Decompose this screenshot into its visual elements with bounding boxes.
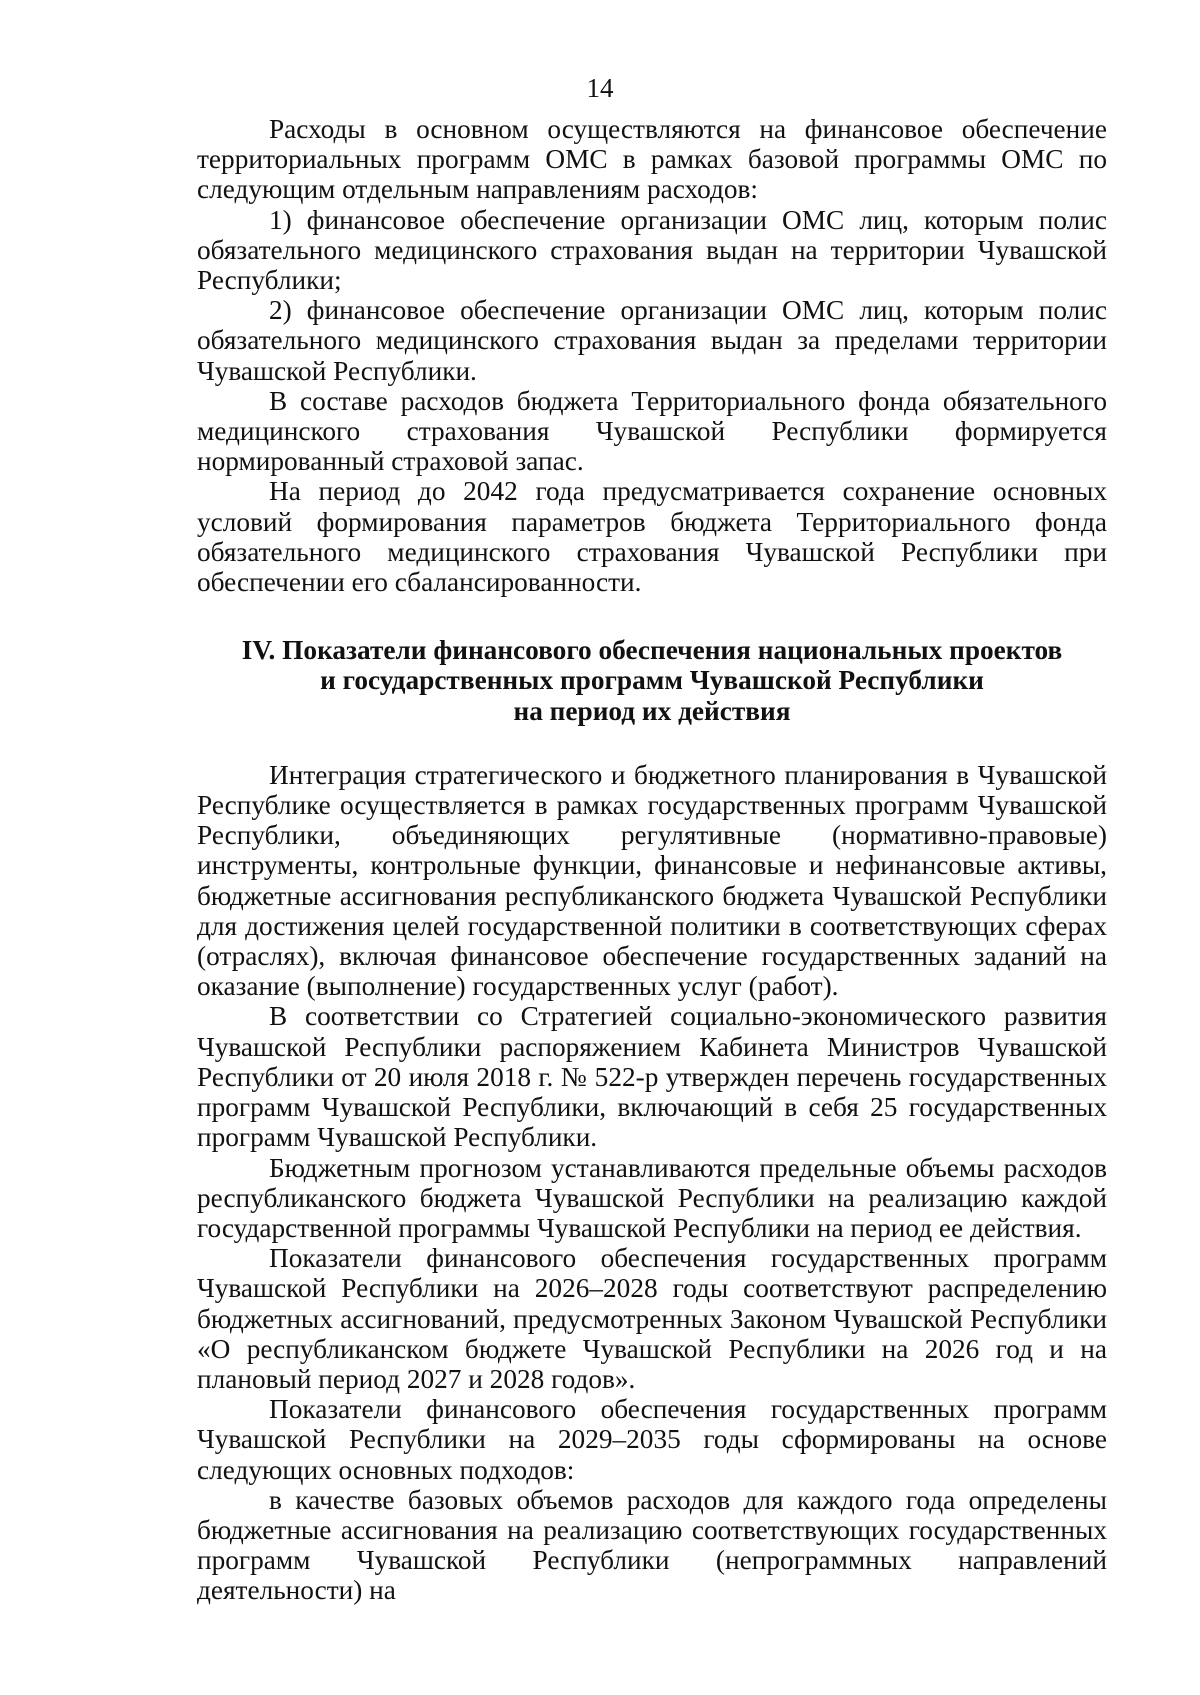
paragraph-list-item-2: 2) финансовое обеспечение организации ОМС лиц, которым полис обязательного медицинского страхования выдан за пределами территории Чувашской Республики. [197,295,1107,386]
section-heading-line-2: и государственных программ Чувашской Республики [320,665,984,696]
page-number: 14 [586,73,614,103]
paragraph-period-2042: На период до 2042 года предусматривается сохранение основных условий формирования параметров бюджета Территориального фонда обязательного медицинского страхования Чувашской Республики при обеспечении его сбалансированности. [197,476,1107,598]
section-heading [197,635,1107,726]
paragraph-integration: Интеграция стратегического и бюджетного планирования в Чувашской Республике осуществляется в рамках государственных программ Чувашской Республики, объединяющих регулятивные (нормативно-правовые) инструменты, контрольные функции, финансовые и нефинансовые активы, бюджетные ассигнования республиканского бюджета Чувашской Республики для достижения целей государственной политики в соответствующих сферах (отраслях), включая финансовое обеспечение государственных заданий на оказание (выполнение) государственных услуг (работ). [197,759,1107,1002]
section-heading-line-3: на период их действия [513,695,791,726]
paragraph-strategy: В соответствии со Стратегией социально-экономического развития Чувашской Республики распоряжением Кабинета Министров Чувашской Республики от 20 июля 2018 г. № 522-р утвержден перечень государственных программ Чувашской Республики, включающий в себя 25 государственных программ Чувашской Республики. [197,1001,1107,1153]
document-body [197,114,1107,1606]
paragraph-budget-forecast: Бюджетным прогнозом устанавливаются предельные объемы расходов республиканского бюджета Чувашской Республики на реализацию каждой государственной программы Чувашской Республики на период ее действия. [197,1152,1107,1243]
section-heading-line-1: IV. Показатели финансового обеспечения национальных проектов [241,635,1063,666]
paragraph-2029-2035: Показатели финансового обеспечения государственных программ Чувашской Республики на 2029–2035 годы сформированы на основе следующих основных подходов: [197,1394,1107,1485]
paragraph-insurance-reserve: В составе расходов бюджета Территориального фонда обязательного медицинского страхования Чувашской Республики формируется нормированный страховой запас. [197,385,1107,477]
paragraph-2026-2028: Показатели финансового обеспечения государственных программ Чувашской Республики на 2026–2028 годы соответствуют распределению бюджетных ассигнований, предусмотренных Законом Чувашской Республики «О республиканском бюджете Чувашской Республики на 2026 год и на плановый период 2027 и 2028 годов». [197,1243,1107,1394]
paragraph-list-item-1: 1) финансовое обеспечение организации ОМС лиц, которым полис обязательного медицинского страхования выдан на территории Чувашской Республики; [197,204,1107,296]
paragraph-expenses-intro: Расходы в основном осуществляются на финансовое обеспечение территориальных программ ОМС в рамках базовой программы ОМС по следующим отдельным направлениям расходов: [197,114,1107,205]
paragraph-base-volumes: в качестве базовых объемов расходов для каждого года определены бюджетные ассигнования на реализацию соответствующих государственных программ Чувашской Республики (непрограммных направлений деятельности) на [197,1484,1107,1606]
